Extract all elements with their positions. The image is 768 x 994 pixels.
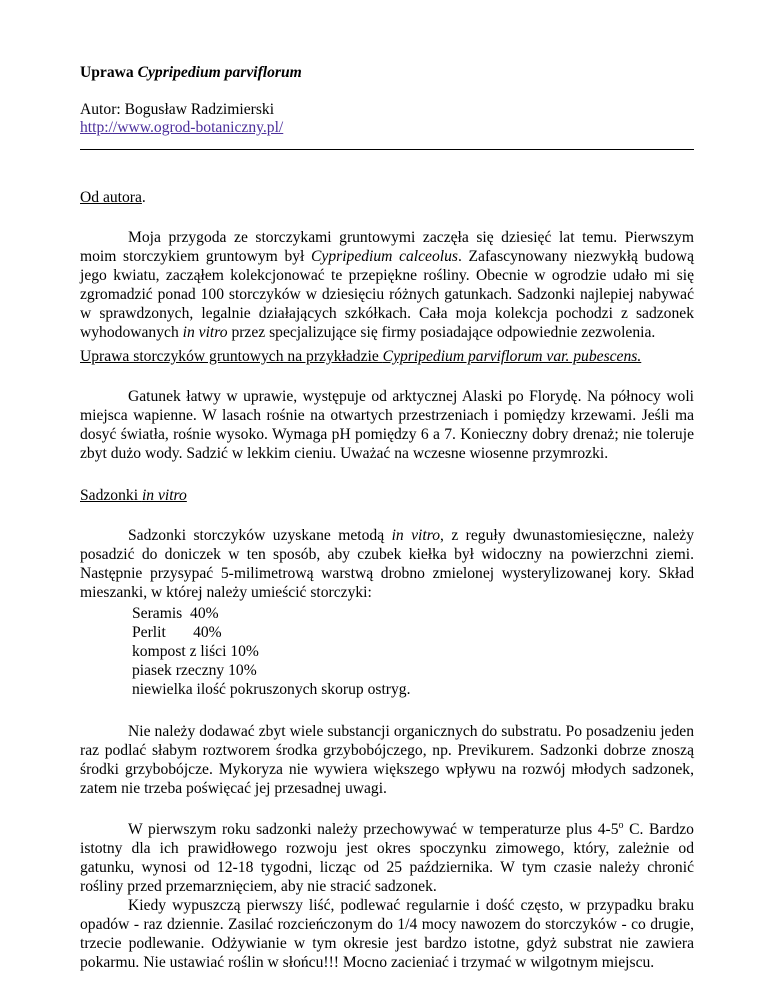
- website-link[interactable]: http://www.ogrod-botaniczny.pl/: [80, 119, 284, 136]
- substrate-mix-list: [132, 604, 410, 699]
- cultivation-paragraph: Gatunek łatwy w uprawie, występuje od arktycznej Alaski po Florydę. Na północy woli miejsca wapienne. W lasach rośnie na otwartych przestrzeniach i pomiędzy krzewami. Jeśli ma dosyć światła, rośnie wysoko. Wymaga pH pomiędzy 6 a 7. Konieczny dobry drenaż; nie toleruje zbyt dużo wody. Sadzić w lekkim cieniu. Uważać na wczesne wiosenne przymrozki.: [80, 388, 694, 462]
- cultivation-heading: Uprawa storczyków gruntowych na przykładzie Cypripedium parviflorum var. pubescens.: [80, 348, 642, 365]
- seedlings-paragraph-3: W pierwszym roku sadzonki należy przechowywać w temperaturze plus 4-5$^o$ C. Bardzo istotny dla ich prawidłowego rozwoju jest okres spoczynku zimowego, który, zależnie od gatunku, wynosi od 12-18 tygodni, licząc od 25 października. W tym czasie należy chronić rośliny przed przemarznięciem, aby nie stracić sadzonek. Kiedy wypuszczą pierwszy liść, podlewać regularnie i dość często, w przypadku braku opadów - raz dziennie. Zasilać rozcieńczonym do 1/4 mocy nawozem do storczyków - co drugie, trzecie podlewanie. Odżywianie w tym okresie jest bardzo istotne, gdyż substrat nie zawiera pokarmu. Nie ustawiać roślin w słońcu!!! Mocno zacieniać i trzymać w wilgotnym miejscu.: [80, 819, 694, 971]
- seedlings-paragraph-4: Kiedy wypuszczą pierwszy liść, podlewać regularnie i dość często, w przypadku braku opadów - raz dziennie. Zasilać rozcieńczonym do 1/4 mocy nawozem do storczyków - co drugie, trzecie podlewanie. Odżywianie w tym okresie jest bardzo istotne, gdyż substrat nie zawiera pokarmu. Nie ustawiać roślin w słońcu!!! Mocno zacieniać i trzymać w wilgotnym miejscu.: [80, 897, 694, 971]
- title-species-name: Cypripedium parviflorum: [137, 64, 302, 81]
- seedlings-heading: Sadzonki in vitro: [80, 487, 187, 504]
- horizontal-divider: [80, 149, 694, 150]
- seedlings-paragraph-1: Sadzonki storczyków uzyskane metodą in vitro, z reguły dwunastomiesięczne, należy posadzić do doniczek w ten sposób, aby czubek kiełka był widoczny na powierzchni ziemi. Następnie przysypać 5-milimetrową warstwą drobno zmielonej wysterylizowanej kory. Skład mieszanki, w której należy umieścić storczyki:: [80, 527, 694, 601]
- mix-item: Perlit 40%: [132, 624, 222, 641]
- author-note-paragraph: Moja przygoda ze storczykami gruntowymi zaczęła się dziesięć lat temu. Pierwszym moim storczykiem gruntowym był Cypripedium calceolus. Zafascynowany niezwykłą budową jego kwiatu, zacząłem kolekcjonować te przepiękne rośliny. Obecnie w ogrodzie udało mi się zgromadzić ponad 100 storczyków w dziesięciu różnych gatunkach. Sadzonki najlepiej nabywać w sprawdzonych, legalnie działających szkółkach. Cała moja kolekcja pochodzi z sadzonek wyhodowanych in vitro przez specjalizujące się firmy posiadające odpowiednie zezwolenia.: [80, 229, 694, 341]
- author-note-heading: Od autora.: [80, 189, 146, 206]
- author-line: Autor: Bogusław Radzimierski: [80, 101, 275, 118]
- mix-item: niewielka ilość pokruszonych skorup ostryg.: [132, 681, 411, 698]
- seedlings-paragraph-2: Nie należy dodawać zbyt wiele substancji organicznych do substratu. Po posadzeniu jeden raz podlać słabym roztworem środka grzybobójczego, np. Previkurem. Sadzonki dobrze znoszą środki grzybobójcze. Mykoryza nie wywiera większego wpływu na rozwój młodych sadzonek, zatem nie trzeba poświęcać jej przesadnej uwagi.: [80, 723, 694, 797]
- mix-item: Seramis 40%: [132, 605, 219, 622]
- mix-item: kompost z liści 10%: [132, 643, 259, 660]
- document-title: Uprawa Cypripedium parviflorum: [80, 64, 302, 81]
- mix-item: piasek rzeczny 10%: [132, 662, 257, 679]
